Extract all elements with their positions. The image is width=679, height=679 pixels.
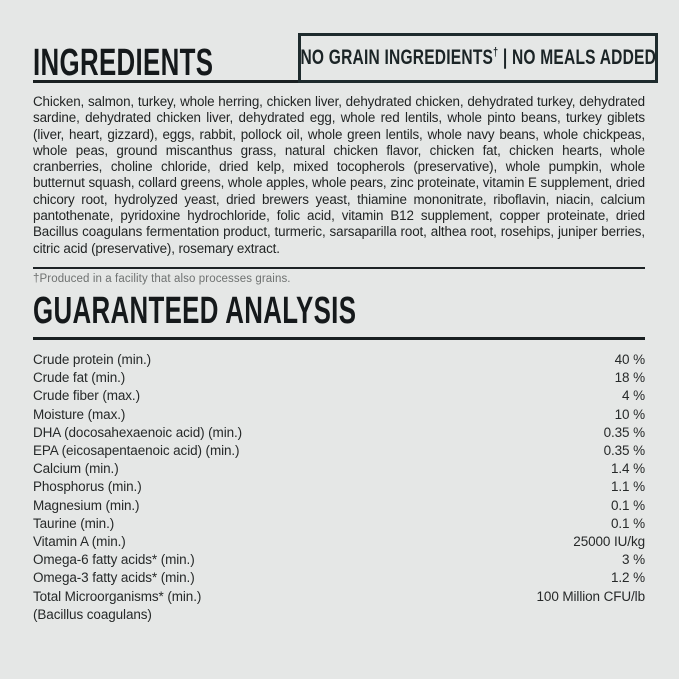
- analysis-row: [33, 460, 645, 478]
- analysis-row: [33, 515, 645, 533]
- analysis-row-label: Taurine (min.): [33, 515, 115, 531]
- analysis-row-label: Magnesium (min.): [33, 497, 140, 513]
- analysis-row-label: Omega-6 fatty acids* (min.): [33, 552, 195, 568]
- ingredients-paragraph: Chicken, salmon, turkey, whole herring, chicken liver, dehydrated chicken, dehydrated turkey, dehydrated sardine, dehydrated chicken liver, dehydrated egg, whole red lentils, whole pinto beans, turkey giblets (liver, heart, gizzard), eggs, rabbit, pollock oil, whole green lentils, whole navy beans, whole chickpeas, whole peas, ground miscanthus grass, natural chicken flavor, chicken fat, chicken hearts, whole cranberries, choline chloride, dried kelp, mixed tocopherols (preservative), whole pumpkin, whole butternut squash, collard greens, whole apples, whole pears, zinc proteinate, vitamin E supplement, dried chicory root, hydrolyzed yeast, dried brewers yeast, thiamine mononitrate, riboflavin, niacin, calcium pantothenate, pyridoxine hydrochloride, folic acid, vitamin B12 supplement, copper proteinate, dried Bacillus coagulans fermentation product, turmeric, sarsaparilla root, althea root, rosehips, juniper berries, citric acid (preservative), rosemary extract.: [33, 94, 645, 256]
- analysis-row: [33, 606, 645, 624]
- guaranteed-analysis-header: [33, 289, 645, 340]
- analysis-row-value: 1.4 %: [610, 461, 645, 477]
- analysis-row-label: Phosphorus (min.): [33, 479, 142, 495]
- analysis-row: [33, 424, 645, 442]
- analysis-row-value: 1.2 %: [610, 570, 645, 586]
- analysis-row-label: Crude fat (min.): [33, 370, 126, 386]
- analysis-row-value: 18 %: [614, 370, 645, 386]
- analysis-row: [33, 588, 645, 606]
- analysis-row: [33, 351, 645, 369]
- analysis-row-value: 40 %: [614, 351, 645, 367]
- ingredients-title: [33, 42, 298, 84]
- analysis-row-label: DHA (docosahexaenoic acid) (min.): [33, 424, 243, 440]
- analysis-row-label: Calcium (min.): [33, 461, 119, 477]
- analysis-row-value: 0.35 %: [603, 442, 645, 458]
- analysis-row-value: 3 %: [622, 552, 645, 568]
- guaranteed-analysis-title-text: GUARANTEED ANALYSIS: [33, 289, 357, 332]
- dagger-superscript: †: [493, 45, 499, 59]
- analysis-row-label: Vitamin A (min.): [33, 534, 126, 549]
- analysis-row: [33, 569, 645, 587]
- analysis-row-value: 0.1 %: [610, 515, 645, 531]
- analysis-row: [33, 497, 645, 515]
- analysis-row-label: Crude fiber (max.): [33, 388, 140, 404]
- badge-part1: NO GRAIN INGREDIENTS: [300, 46, 494, 69]
- analysis-row: [33, 387, 645, 405]
- analysis-row-value: 0.35 %: [603, 424, 645, 440]
- badge-part2: | NO MEALS ADDED: [498, 46, 657, 69]
- no-grain-badge: [298, 33, 658, 83]
- analysis-row-value: 25000 IU/kg: [573, 534, 645, 549]
- analysis-row-label: Total Microorganisms* (min.): [33, 588, 202, 604]
- guaranteed-analysis-title: [33, 289, 645, 332]
- ingredients-header-row: [33, 0, 657, 84]
- analysis-row: [33, 478, 645, 496]
- label-panel: [33, 0, 657, 624]
- analysis-row: [33, 406, 645, 424]
- analysis-row: [33, 369, 645, 387]
- analysis-row-value: 0.1 %: [610, 497, 645, 513]
- analysis-row: [33, 442, 645, 460]
- no-grain-badge-text: [300, 46, 656, 70]
- analysis-row: [33, 551, 645, 569]
- analysis-row-label: Omega-3 fatty acids* (min.): [33, 570, 195, 586]
- analysis-row: [33, 533, 645, 551]
- analysis-table: [33, 351, 645, 624]
- analysis-row-label: Moisture (max.): [33, 406, 126, 422]
- analysis-row-value: 1.1 %: [610, 479, 645, 495]
- analysis-row-label: EPA (eicosapentaenoic acid) (min.): [33, 442, 240, 458]
- facility-footnote: †Produced in a facility that also processes grains.: [33, 272, 291, 285]
- footnote-divider: [33, 267, 645, 269]
- ingredients-title-text: INGREDIENTS: [33, 42, 214, 84]
- analysis-row-value: 10 %: [614, 406, 645, 422]
- analysis-row-value: 4 %: [622, 388, 645, 404]
- analysis-row-label: (Bacillus coagulans): [33, 606, 152, 622]
- analysis-row-label: Crude protein (min.): [33, 351, 152, 367]
- analysis-row-value: 100 Million CFU/lb: [536, 588, 645, 604]
